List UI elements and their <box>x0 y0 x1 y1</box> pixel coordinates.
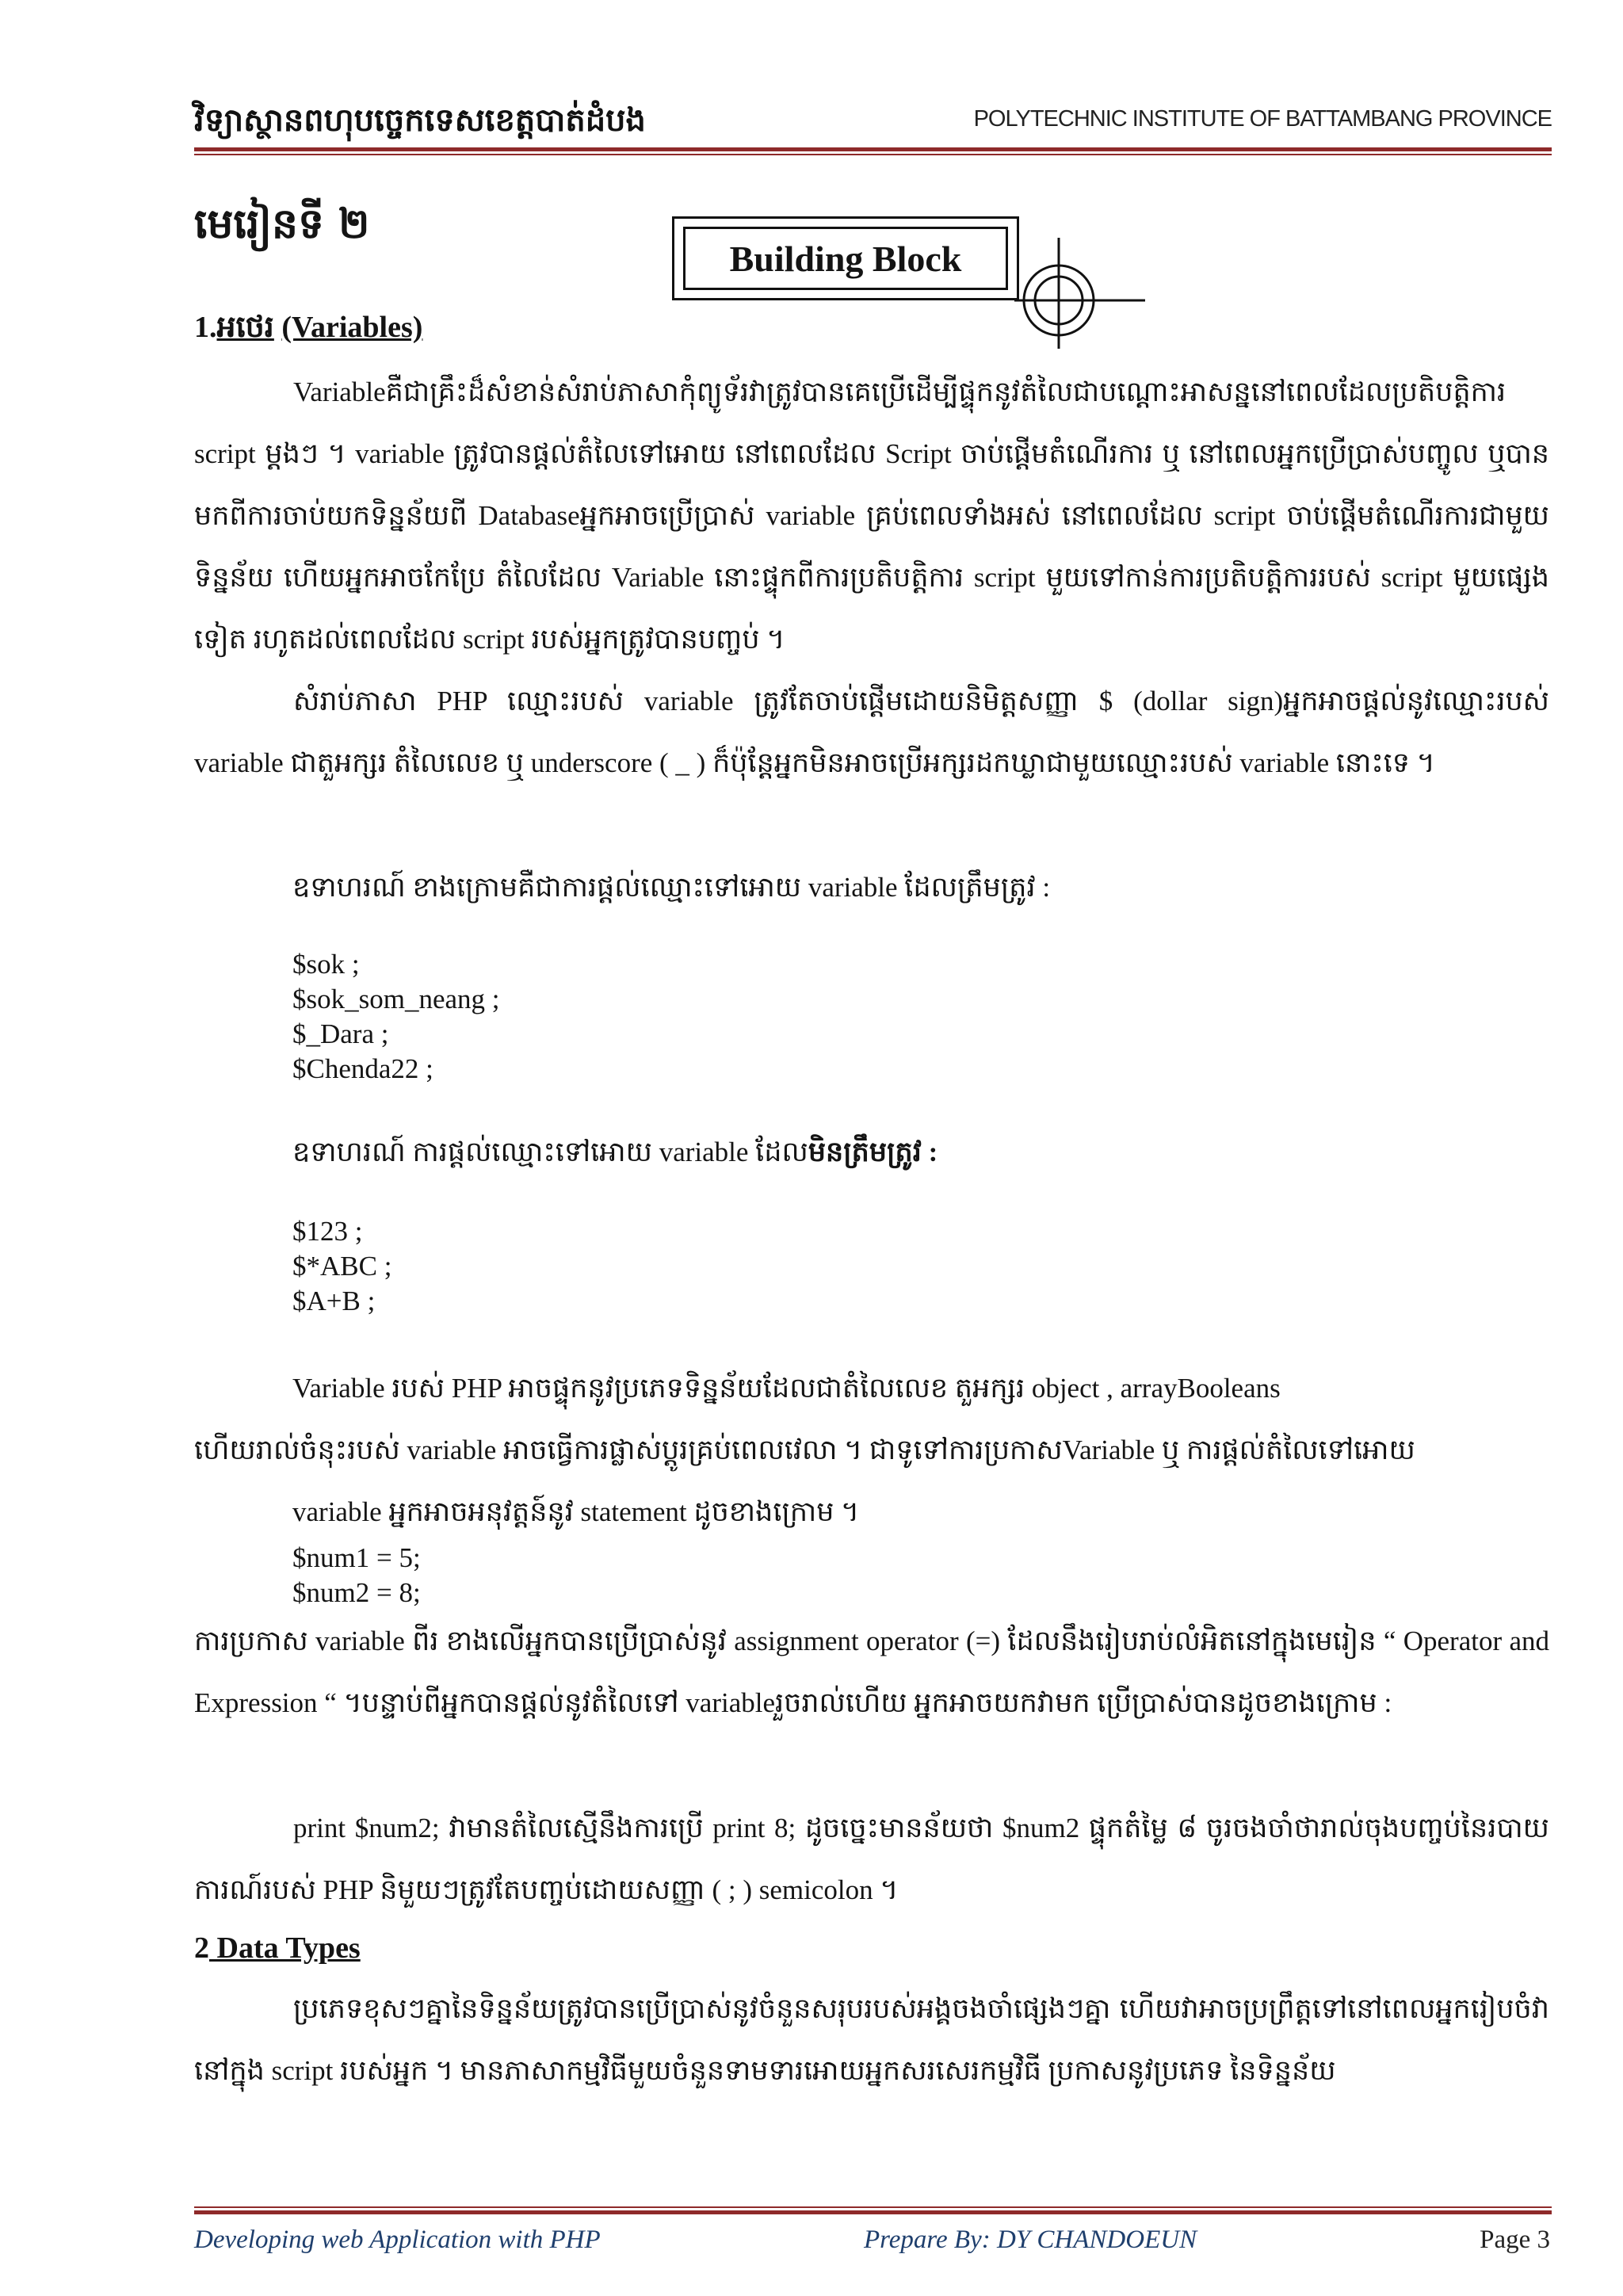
code-line: $num2 = 8; <box>292 1577 421 1608</box>
invalid-intro-bold: មិនត្រឹមត្រូវ : <box>808 1137 938 1167</box>
section1-paragraph-2 <box>194 670 1549 794</box>
crosshair-ornament <box>983 234 1149 353</box>
invalid-examples-intro <box>292 1135 938 1175</box>
building-block-title: Building Block <box>683 227 1008 290</box>
section1-heading <box>194 308 422 352</box>
section1-paragraph-5 <box>194 1797 1549 1921</box>
valid-examples-list <box>292 947 500 1087</box>
code-line: $num1 = 5; <box>292 1542 421 1573</box>
section2-number: 2 <box>194 1931 209 1965</box>
code-line: $_Dara ; <box>292 1018 389 1049</box>
code-line: $A+B ; <box>292 1286 376 1316</box>
footer-course-title: Developing web Application with PHP <box>194 2225 601 2254</box>
section1-paragraph-3-line-3: variable អ្នកអាចអនុវត្តន៍នូវ statement ដូចខាងក្រោម ។ <box>292 1496 860 1527</box>
section1-paragraph-3-line-2: ហើយរាល់ចំនុះរបស់ variable អាចធ្វើការផ្លាស់ប្តូរគ្រប់ពេលវេលា ។ ជាទូទៅការប្រកាសVariable ឬ ការផ្តល់តំលៃទៅអោយ <box>194 1435 1415 1465</box>
section1-paragraph-5-text: print $num2; វាមានតំលៃស្មើនឹងការប្រើ print 8; ដូចច្នេះមានន័យថា $num2 ផ្ទុកតំម្លៃ ៨ ចូរចងចាំថារាល់ចុងបញ្ចប់នៃរបាយការណ៍របស់ PHP និមួយៗត្រូវតែបញ្ចប់ដោយសញ្ញា ( ; ) semicolon ។ <box>194 1813 1549 1905</box>
valid-examples-intro: ឧទាហរណ៍ ខាងក្រោមគឺជាការផ្តល់ឈ្មោះទៅអោយ variable ដែលត្រឹមត្រូវ : <box>292 872 1051 903</box>
footer-author: Prepare By: DY CHANDOEUN <box>864 2225 1197 2254</box>
assignment-examples-list <box>292 1541 421 1610</box>
section1-paragraph-4-text: ការប្រកាស variable ពីរ ខាងលើអ្នកបានប្រើប្រាស់នូវ assignment operator (=) ដែលនឹងរៀបរាប់លំអិតនៅក្នុងមេរៀន “ Operator and Expression “ ។បន្ទាប់ពីអ្នកបានផ្តល់នូវតំលៃទៅ variableរួចរាល់ហើយ អ្នកអាចយកវាមក ប្រើប្រាស់បានដូចខាងក្រោម : <box>194 1626 1549 1718</box>
section1-paragraph-1-text: Variableគឺជាគ្រឹះដ៏សំខាន់សំរាប់ភាសាកុំព្យូទ័រវាត្រូវបានគេប្រើដើម្បីផ្ទុកនូវតំលៃជាបណ្ដោះអាសន្ននៅពេលដែលប្រតិបត្តិការ script ម្តងៗ ។ variable ត្រូវបានផ្តល់តំលៃទៅអោយ នៅពេលដែល Script ចាប់ផ្តើមតំណើរការ ឬ នៅពេលអ្នកប្រើប្រាស់បញ្ចូល ឬបានមកពីការចាប់យកទិន្នន័យពី Databaseអ្នកអាចប្រើប្រាស់ variable គ្រប់ពេលទាំងអស់ នៅពេលដែល script ចាប់ផ្តើមតំណើរការជាមួយទិន្នន័យ ហើយអ្នកអាចកែប្រែ តំលៃដែល Variable នោះផ្ទុកពីការប្រតិបត្តិការ script មួយទៅកាន់ការប្រតិបត្តិការរបស់ script មួយផ្សេងទៀត រហូតដល់ពេលដែល script របស់អ្នកត្រូវបានបញ្ចប់ ។ <box>194 376 1549 655</box>
header-rule-thick <box>194 147 1552 151</box>
code-line: $Chenda22 ; <box>292 1053 433 1084</box>
footer-page-number: Page 3 <box>1480 2225 1550 2254</box>
section1-heading-khmer: អថេរ <box>216 311 274 344</box>
lesson-title: មេរៀនទី ២ <box>194 200 370 248</box>
code-line: $123 ; <box>292 1216 363 1247</box>
section2-paragraph-1-text: ប្រភេទខុសៗគ្នានៃទិន្នន័យត្រូវបានប្រើប្រាស់នូវចំនួនសរុបរបស់អង្គចងចាំផ្សេងៗគ្នា ហើយវាអាចប្រព្រឹត្តទៅនៅពេលអ្នករៀបចំវានៅក្នុង script របស់អ្នក ។ មានភាសាកម្មវិធីមួយចំនួនទាមទារអោយអ្នកសរសេរកម្មវិធី ប្រកាសនូវប្រភេទ នៃទិន្នន័យ <box>194 1993 1549 2086</box>
code-line: $sok ; <box>292 949 360 980</box>
section1-paragraph-3-line-1: Variable របស់ PHP អាចផ្ទុកនូវប្រភេទទិន្នន័យដែលជាតំលៃលេខ តួអក្សរ object , arrayBooleans <box>292 1373 1281 1404</box>
footer-rule-thick <box>194 2210 1552 2214</box>
invalid-intro-text: ឧទាហរណ៍ ការផ្តល់ឈ្មោះទៅអោយ variable ដែល <box>292 1137 808 1167</box>
header-institute-khmer: វិទ្យាស្ថានពហុបច្ចេកទេសខេត្តបាត់ដំបង <box>194 101 646 139</box>
code-line: $sok_som_neang ; <box>292 984 500 1014</box>
section2-heading <box>194 1931 361 1966</box>
section1-heading-english: (Variables) <box>281 311 423 344</box>
header-institute-english: POLYTECHNIC INSTITUTE OF BATTAMBANG PROVINCE <box>973 106 1552 132</box>
section1-number: 1. <box>194 311 217 344</box>
section1-paragraph-4 <box>194 1610 1549 1734</box>
header-rule-thin <box>194 154 1552 155</box>
footer-rule-thin <box>194 2206 1552 2208</box>
section2-heading-text: Data Types <box>209 1931 361 1965</box>
section1-paragraph-1 <box>194 361 1549 670</box>
section1-paragraph-2-text: សំរាប់ភាសា PHP ឈ្មោះរបស់ variable ត្រូវតែចាប់ផ្តើមដោយនិមិត្តសញ្ញា $ (dollar sign)អ្នកអាចផ្តល់នូវឈ្មោះរបស់ variable ជាតួអក្សរ តំលៃលេខ ឬ underscore ( _ ) ក៏ប៉ុន្តែអ្នកមិនអាចប្រើអក្សរដកឃ្លាជាមួយឈ្មោះរបស់ variable នោះទេ ។ <box>194 686 1549 778</box>
section2-paragraph-1 <box>194 1978 1549 2102</box>
code-line: $*ABC ; <box>292 1251 392 1282</box>
invalid-examples-list <box>292 1214 391 1319</box>
